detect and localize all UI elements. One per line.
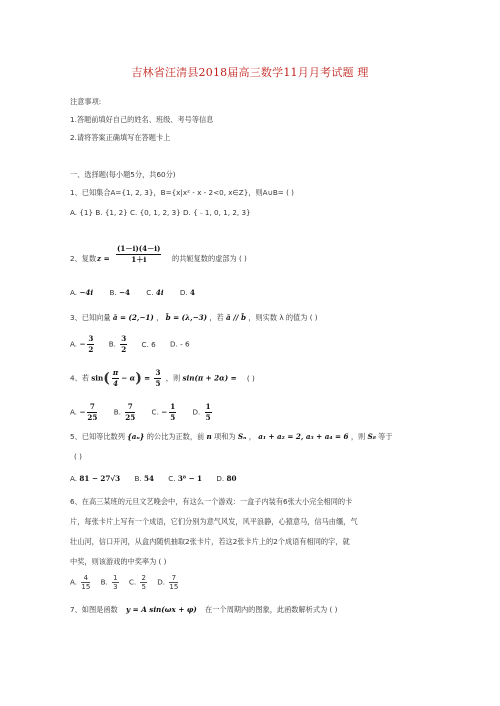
q3-mid: ，若	[209, 313, 224, 322]
q2-z	[97, 254, 110, 264]
q4-opt-a-sign: −	[79, 407, 86, 417]
q3-opt-a-num: 3	[88, 334, 94, 343]
q3-opt-b-frac	[120, 334, 127, 355]
q4-rhs-num: 3	[155, 368, 161, 377]
q5-condition: a₁ + a₂ = 2, a₃ + a₄ = 6	[258, 432, 349, 441]
q5-suffix: 等于	[378, 432, 393, 441]
q5-opt-b-label: B.	[134, 474, 142, 483]
notes-heading: 注意事项:	[70, 97, 102, 106]
q4-opt-b-frac	[125, 402, 135, 423]
q4-sin: sin	[91, 373, 104, 383]
q3-opt-a-frac	[87, 334, 94, 355]
q4-opt-d-frac	[205, 402, 212, 423]
q4-line: 4、若 sin( $\frac{\pi}{4}$ − α) = $\frac{3}{5}$ ，则 sin(π + 2α) = ( )	[70, 368, 255, 388]
q4-arg-rest: − α	[121, 373, 136, 383]
q5-mid1: 的公比为正数，前	[146, 432, 205, 441]
section-heading: 一、选择题(每小题5分，共60分)	[70, 170, 176, 179]
q1-options: A. {1} B. {1, 2} C. {0, 1, 2, 3} D. {﹣1, 0, 1, 2, 3}	[70, 208, 251, 217]
q5-mid2: 项和为	[214, 432, 236, 441]
q3-suffix: ，则实数 λ 的值为 ( )	[248, 313, 318, 322]
q4-opt-a-frac	[87, 402, 97, 423]
q6-opt-a-label: A.	[70, 577, 78, 587]
q6-opt-a-den: 15	[81, 583, 91, 591]
q3-opt-a-sign: −	[79, 339, 86, 349]
q6-opt-b-num: 1	[113, 574, 118, 582]
q7-suffix: 在一个周期内的图象，此函数解析式为 ( )	[205, 605, 338, 614]
q6-opt-a-frac	[81, 574, 90, 591]
q6-options	[70, 574, 180, 591]
q2-options	[70, 288, 195, 298]
q2-opt-b-label: B.	[109, 288, 117, 297]
q2-opt-b: −4	[118, 288, 130, 297]
q5-mid3: ，	[248, 432, 256, 441]
q6-opt-a-num: 4	[81, 574, 90, 583]
q4-opt-d-num: 1	[205, 402, 211, 411]
q5-opt-c: 3⁸ − 1	[177, 474, 203, 483]
q2-fraction	[114, 244, 163, 265]
q2-opt-a-label: A.	[70, 288, 78, 297]
q6-opt-d-den: 15	[169, 583, 179, 591]
q4-opt-a-label: A.	[70, 407, 78, 417]
q6-opt-c-frac	[140, 574, 146, 591]
q7-function: y = A sin(ωx + φ)	[126, 605, 197, 614]
q4-eq: =	[144, 373, 151, 383]
page-title: 吉林省汪清县2018届高三数学11月月考试题 理	[131, 66, 369, 79]
q6-opt-d-frac	[169, 574, 178, 591]
q4-opt-c-num: 1	[170, 402, 176, 411]
q3-prefix: 3、已知向量	[70, 313, 111, 322]
q4-opt-d-label: D.	[192, 407, 201, 417]
q6-line-3: 壮山河，信口开河，从盒内随机抽取2张卡片，若这2张卡片上的2个成语有相同的字，就	[70, 537, 350, 546]
q4-opt-c-den: 5	[170, 413, 176, 422]
q5-opt-a-label: A.	[70, 474, 78, 483]
q6-opt-c-num: 2	[141, 574, 146, 582]
q3-opt-b-den: 2	[121, 345, 127, 354]
q4-mid: ，则	[165, 373, 181, 383]
q5-opt-d: 80	[226, 474, 237, 483]
q6-opt-b-den: 3	[113, 583, 118, 591]
q7-prefix: 7、如图是函数	[70, 605, 118, 614]
q4-target: sin(π + 2α) =	[182, 373, 237, 383]
q2-prefix: 2、复数	[70, 254, 97, 263]
q3-opt-a-label: A.	[70, 339, 78, 349]
q4-arg-frac	[112, 368, 119, 389]
q6-line-1: 6、在高三某班的元旦文艺晚会中，有这么一个游戏：一盒子内装有6张大小完全相同的卡	[70, 497, 353, 506]
q6-opt-c-label: C.	[128, 577, 137, 587]
q3-opt-b-label: B.	[108, 339, 116, 349]
q2-opt-c: 4i	[155, 288, 164, 297]
q5-prefix: 5、已知等比数列	[70, 432, 125, 441]
q5-opt-d-label: D.	[216, 474, 225, 483]
q2-z-label: z =	[97, 254, 110, 263]
q2-numerator: (1－i)(4－i)	[117, 244, 161, 253]
q3-line	[70, 313, 318, 323]
q4-arg-num: π	[112, 368, 119, 377]
q4-suffix: ( )	[246, 373, 255, 383]
q2-opt-d: 4	[190, 288, 196, 297]
q5-line	[70, 432, 393, 442]
q3-opt-b-num: 3	[121, 334, 127, 343]
q6-opt-d-num: 7	[169, 574, 178, 583]
q4-opt-b-label: B.	[113, 407, 121, 417]
q4-arg-den: 4	[113, 379, 119, 388]
q4-opt-c-sign: −	[161, 407, 168, 417]
q5-mid4: ，则	[350, 432, 366, 441]
q4-opt-d-den: 5	[205, 413, 211, 422]
q5-seq: {aₙ}	[127, 432, 145, 441]
q4-options	[70, 402, 214, 423]
q4-prefix: 4、若	[70, 373, 89, 383]
q3-vector-b: b̄ = (λ,−3)	[165, 313, 208, 322]
q6-line-2: 片，每张卡片上写有一个成语，它们分别为意气风发，风平浪静，心猿意马，信马由缰，气	[70, 517, 358, 526]
q2-denominator: 1＋i	[131, 255, 147, 264]
q4-opt-b-den: 25	[125, 413, 136, 422]
notes-item-2: 2.请将答案正确填写在答题卡上	[70, 133, 171, 142]
q5-n: n	[206, 432, 212, 441]
q1-stem: 1、已知集合A={1, 2, 3}，B={x|x² - x - 2<0, x∈Z}，则A∪B= ( )	[70, 188, 294, 197]
q6-opt-b-label: B.	[100, 577, 108, 587]
q2-suffix: 的共轭复数的虚部为 ( )	[172, 254, 247, 263]
q5-s8: S₈	[367, 432, 376, 441]
q3-parallel: ā // b̄	[226, 313, 246, 322]
q2-frac	[116, 244, 161, 265]
q6-line-4: 中奖，则该游戏的中奖率为 ( )	[70, 557, 167, 566]
q4-opt-b-num: 7	[125, 402, 135, 413]
q3-opt-a-den: 2	[88, 345, 94, 354]
q6-opt-b-frac	[112, 574, 118, 591]
q5-opt-c-label: C.	[168, 474, 176, 483]
q3-sep: ，	[156, 313, 164, 322]
q3-options	[70, 334, 190, 355]
q5-options	[70, 474, 237, 484]
q7-line	[70, 605, 337, 615]
q6-opt-d-label: D.	[157, 577, 166, 587]
q4-opt-c-label: C.	[151, 407, 159, 417]
q4-opt-a-num: 7	[87, 402, 97, 413]
q5-paren: ( )	[74, 452, 82, 461]
notes-item-1: 1.答题前填好自己的姓名、班级、考号等信息	[70, 115, 214, 124]
q5-opt-a: 81 − 27√3	[79, 474, 121, 483]
q2-opt-d-label: D.	[179, 288, 188, 297]
q2-opt-a: −4i	[79, 288, 94, 297]
q6-opt-c-den: 5	[141, 583, 146, 591]
q5-sn: Sₙ	[237, 432, 247, 441]
q4-rhs-frac	[154, 368, 161, 389]
q3-vector-a: ā = (2,−1)	[112, 313, 154, 322]
q2-opt-c-label: C.	[146, 288, 154, 297]
q3-opt-c: C. 6	[141, 339, 156, 349]
q5-opt-b: 54	[143, 474, 154, 483]
q4-opt-a-den: 25	[87, 413, 98, 422]
q3-opt-d: D. - 6	[170, 339, 190, 349]
q4-opt-c-frac	[169, 402, 176, 423]
q4-rhs-den: 5	[155, 379, 161, 388]
